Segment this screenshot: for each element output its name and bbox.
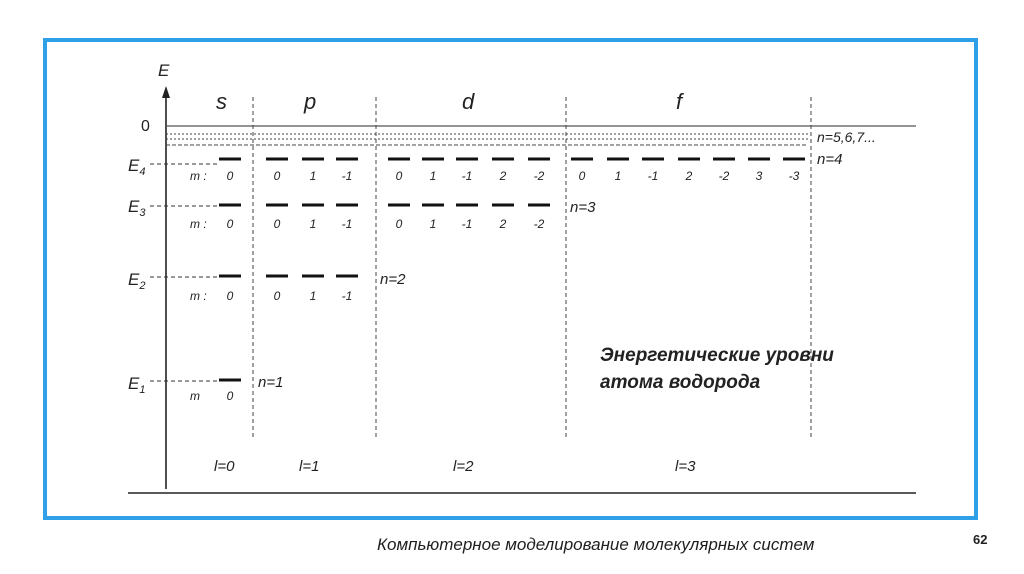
n-label-2: n=2 [380,271,406,288]
m-value-n3-d-4: -2 [533,217,545,231]
m-value-n2-p-2: -1 [341,289,353,303]
m-value-n3-d-0: 0 [395,217,403,231]
m-value-n2-p-0: 0 [273,289,281,303]
caption-line-1: Энергетические уровни [600,345,834,366]
orbital-levels [219,159,805,403]
orbital-header-s: s [216,89,227,114]
continuum-label: n=5,6,7... [817,129,876,145]
footer-title: Компьютерное моделирование молекулярных систем [377,535,815,554]
page-number: 62 [973,532,988,547]
m-value-n4-d-0: 0 [395,169,403,183]
m-value-n4-p-0: 0 [273,169,281,183]
n-label-3: n=3 [570,199,596,216]
m-value-n4-p-1: 1 [309,169,317,183]
m-value-n4-s-0: 0 [226,169,234,183]
l-label-f: l=3 [675,458,696,475]
level-label-e2: $E_2$ [128,270,146,292]
m-prefix-e4: m : [190,169,207,183]
m-value-n4-d-3: 2 [499,169,507,183]
m-value-n3-p-1: 1 [309,217,317,231]
m-value-n4-f-0: 0 [578,169,586,183]
orbital-header-p: p [304,89,317,114]
energy-axis-label: E [158,61,170,80]
m-value-n3-d-2: -1 [461,217,473,231]
energy-axis-arrow-icon [162,86,170,98]
caption-line-2: атома водорода [600,372,761,393]
m-value-n4-d-1: 1 [429,169,437,183]
m-value-n2-s-0: 0 [226,289,234,303]
m-value-n4-d-4: -2 [533,169,545,183]
l-label-p: l=1 [299,458,320,475]
zero-level-label: 0 [141,118,150,135]
orbital-header-d: d [462,89,475,114]
m-prefix-e3: m : [190,217,207,231]
m-value-n4-f-3: 2 [685,169,693,183]
m-value-n3-p-0: 0 [273,217,281,231]
n-label-4: n=4 [817,151,843,168]
l-label-d: l=2 [453,458,474,475]
m-value-n4-f-1: 1 [614,169,622,183]
l-label-s: l=0 [214,458,235,475]
m-value-n3-d-1: 1 [429,217,437,231]
level-label-e4: $E_4$ [128,156,146,178]
m-value-n4-f-6: -3 [788,169,800,183]
m-value-n2-p-1: 1 [309,289,317,303]
level-label-e1: $E_1$ [128,374,146,396]
m-value-n4-f-2: -1 [647,169,659,183]
m-value-n4-f-4: -2 [718,169,730,183]
m-value-n4-d-2: -1 [461,169,473,183]
m-value-n4-f-5: 3 [755,169,763,183]
m-value-n3-s-0: 0 [226,217,234,231]
m-prefix-e1: m [190,389,200,403]
level-label-e3: $E_3$ [128,197,146,219]
m-value-n1-s-0: 0 [226,389,234,403]
orbital-header-f: f [676,89,683,114]
m-value-n4-p-2: -1 [341,169,353,183]
m-value-n3-p-2: -1 [341,217,353,231]
m-value-n3-d-3: 2 [499,217,507,231]
n-label-1: n=1 [258,374,284,391]
m-prefix-e2: m : [190,289,207,303]
